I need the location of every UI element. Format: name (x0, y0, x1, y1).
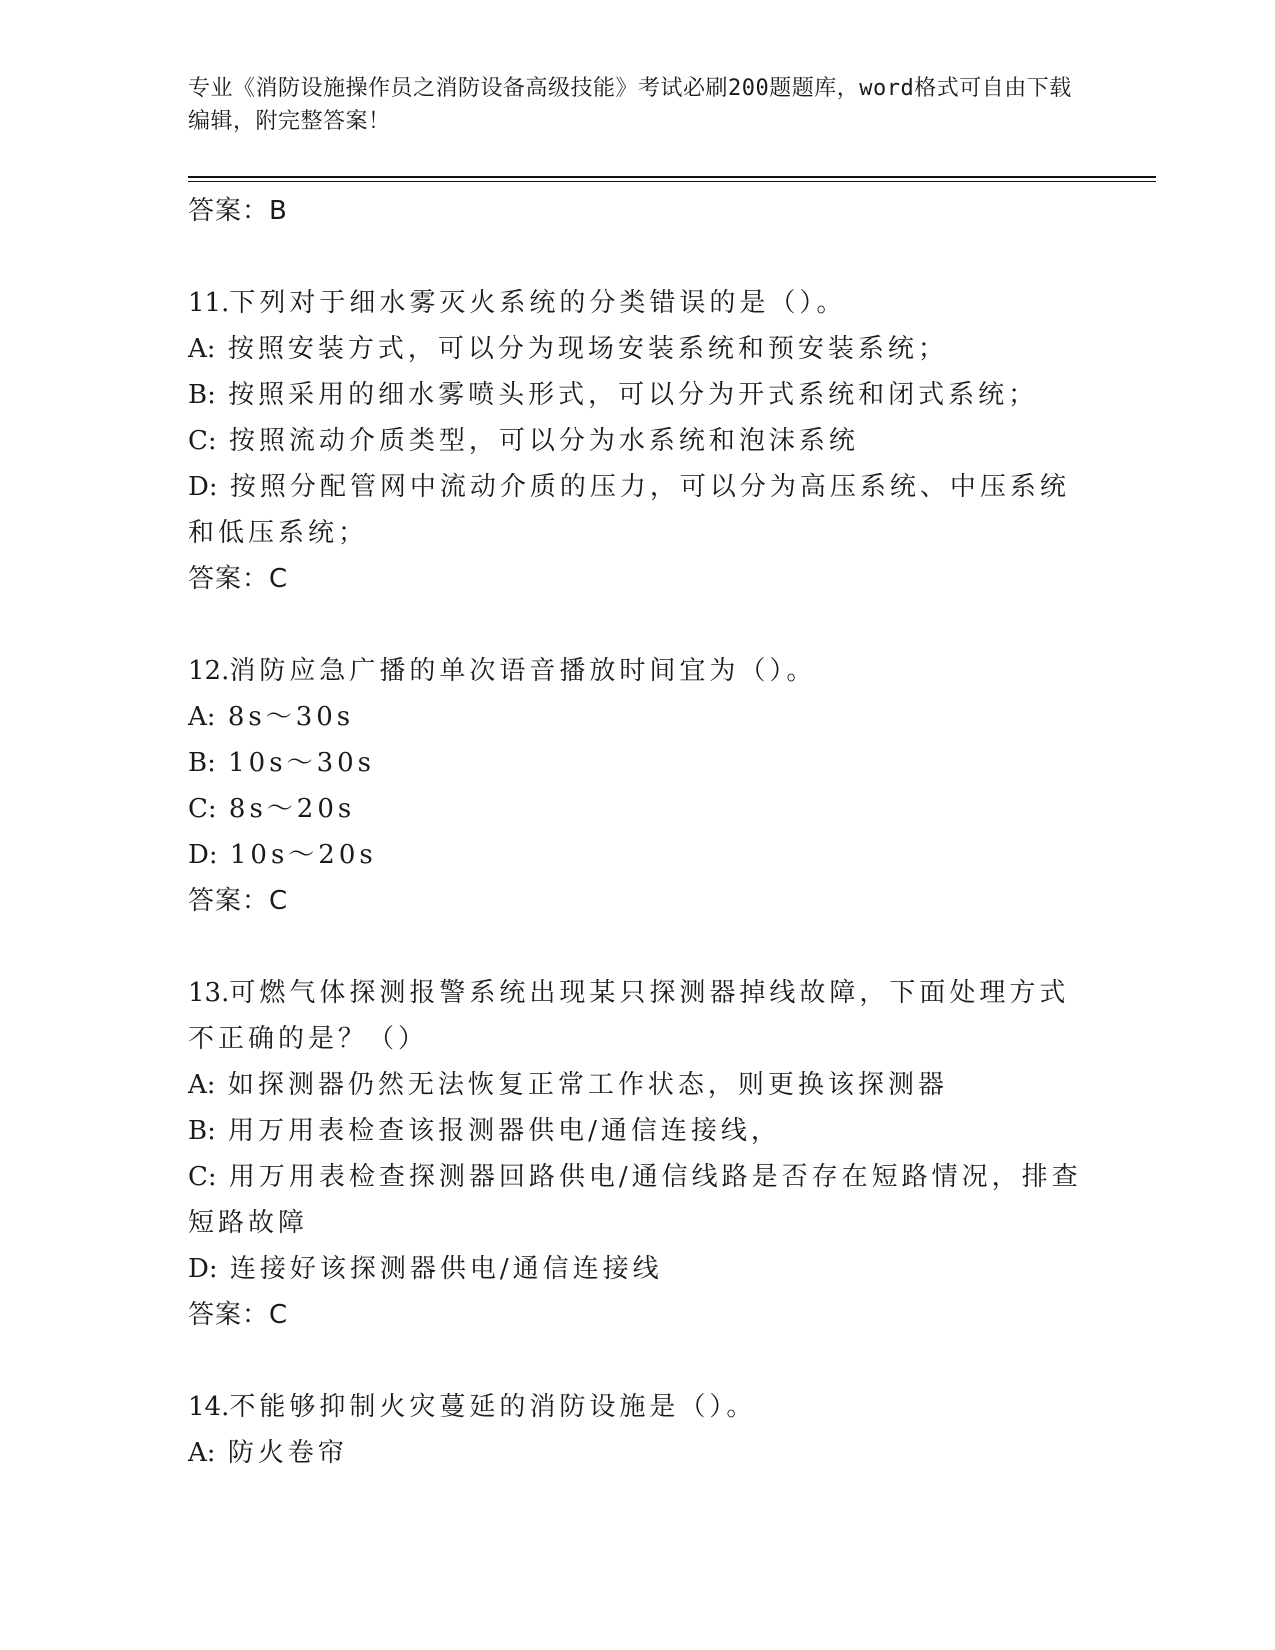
option-label: C: (188, 426, 217, 456)
option-label: A: (188, 1438, 216, 1468)
question-12-option-a (188, 694, 1088, 740)
document-body (188, 188, 1088, 1476)
question-12-option-b (188, 740, 1088, 786)
option-text: 防火卷帘 (227, 1438, 348, 1468)
document-header (188, 72, 1088, 138)
option-label: B: (188, 380, 216, 410)
option-label: D: (188, 472, 218, 502)
question-13-option-b (188, 1108, 1088, 1154)
option-text: 按照分配管网中流动介质的压力，可以分为高压系统、中压系统和低压系统； (188, 472, 1070, 548)
option-text: 8s～30s (227, 702, 355, 732)
option-text: 如探测器仍然无法恢复正常工作状态，则更换该探测器 (227, 1070, 948, 1100)
option-text: 用万用表检查该报测器供电/通信连接线， (228, 1116, 781, 1146)
option-label: A: (188, 334, 216, 364)
option-text: 连接好该探测器供电/通信连接线 (229, 1254, 663, 1284)
question-13-option-d (188, 1246, 1088, 1292)
question-11-option-d (188, 464, 1088, 556)
option-label: B: (188, 748, 216, 778)
question-12-option-c (188, 786, 1088, 832)
question-14-stem (188, 1384, 1088, 1430)
option-text: 按照流动介质类型，可以分为水系统和泡沫系统 (228, 426, 859, 456)
question-14-option-a (188, 1430, 1088, 1476)
question-12-option-d (188, 832, 1088, 878)
question-13-option-a (188, 1062, 1088, 1108)
option-label: B: (188, 1116, 216, 1146)
question-14-text: 不能够抑制火灾蔓延的消防设施是（）。 (229, 1392, 757, 1422)
option-text: 10s～20s (229, 840, 377, 870)
question-13-text: 可燃气体探测报警系统出现某只探测器掉线故障，下面处理方式不正确的是？（） (188, 978, 1070, 1054)
answer-line-10: 答案：B (188, 196, 288, 226)
question-11-option-b (188, 372, 1088, 418)
question-11-answer: 答案：C (188, 564, 289, 594)
option-text: 按照采用的细水雾喷头形式，可以分为开式系统和闭式系统； (228, 380, 1039, 410)
question-block-13 (188, 970, 1088, 1338)
question-13-option-c (188, 1154, 1088, 1246)
question-12-number: 12. (188, 656, 230, 686)
question-11-option-a (188, 326, 1088, 372)
option-label: D: (188, 840, 218, 870)
header-text: 专业《消防设施操作员之消防设备高级技能》考试必刷200题题库，word格式可自由下载编辑，附完整答案！ (188, 76, 1072, 134)
header-divider-thin (188, 181, 1156, 182)
question-11-stem (188, 280, 1088, 326)
question-11-text: 下列对于细水雾灭火系统的分类错误的是（）。 (229, 288, 847, 318)
question-block-12 (188, 648, 1088, 924)
option-label: C: (188, 794, 217, 824)
option-text: 10s～30s (228, 748, 375, 778)
option-label: C: (188, 1162, 217, 1192)
question-12-text: 消防应急广播的单次语音播放时间宜为（）。 (229, 656, 817, 686)
question-block-14 (188, 1384, 1088, 1476)
question-13-number: 13. (188, 978, 230, 1008)
question-12-answer: 答案：C (188, 886, 289, 916)
question-12-stem (188, 648, 1088, 694)
option-text: 8s～20s (228, 794, 356, 824)
header-divider-thick (188, 176, 1156, 178)
option-text: 按照安装方式，可以分为现场安装系统和预安装系统； (227, 334, 948, 364)
option-label: A: (188, 1070, 216, 1100)
option-label: D: (188, 1254, 218, 1284)
question-13-answer: 答案：C (188, 1300, 289, 1330)
question-13-stem (188, 970, 1088, 1062)
option-text: 用万用表检查探测器回路供电/通信线路是否存在短路情况，排查短路故障 (188, 1162, 1082, 1238)
question-block-11 (188, 280, 1088, 602)
option-label: A: (188, 702, 216, 732)
question-11-option-c (188, 418, 1088, 464)
question-14-number: 14. (188, 1392, 230, 1422)
question-11-number: 11. (188, 288, 230, 318)
